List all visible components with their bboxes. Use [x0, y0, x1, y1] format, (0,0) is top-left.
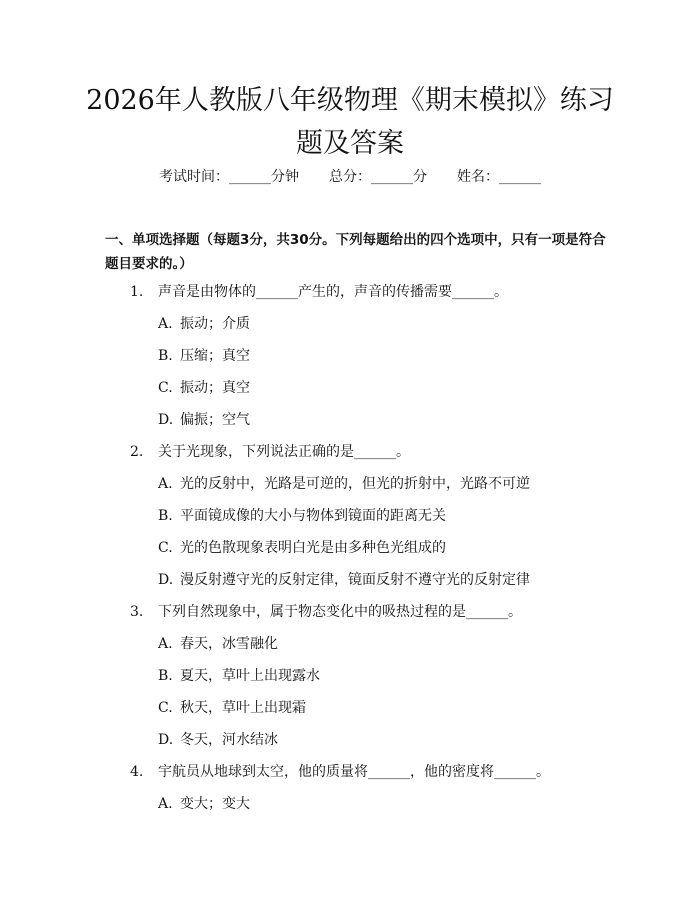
question-1-option-d: [158, 409, 250, 429]
option-letter: C.: [158, 380, 173, 396]
exam-total-score: 总分：______分: [329, 169, 427, 185]
option-text: 冬天，河水结冰: [180, 732, 278, 748]
question-3: [130, 601, 522, 621]
question-number: 1.: [130, 284, 144, 300]
question-4: [130, 761, 550, 781]
option-text: 变大；变大: [180, 796, 250, 812]
exam-time: 考试时间：______分钟: [159, 169, 299, 185]
option-letter: C.: [158, 540, 173, 556]
option-letter: A.: [158, 796, 173, 812]
option-text: 偏振；空气: [180, 412, 250, 428]
option-text: 振动；真空: [180, 380, 250, 396]
option-text: 夏天，草叶上出现露水: [180, 668, 320, 684]
question-text: 下列自然现象中，属于物态变化中的吸热过程的是______。: [158, 604, 522, 620]
question-4-option-a: [158, 793, 250, 813]
question-3-option-a: [158, 633, 278, 653]
question-text: 关于光现象，下列说法正确的是______。: [158, 444, 410, 460]
option-text: 平面镜成像的大小与物体到镜面的距离无关: [180, 508, 446, 524]
question-number: 4.: [130, 764, 144, 780]
option-text: 压缩；真空: [180, 348, 250, 364]
question-number: 3.: [130, 604, 144, 620]
option-text: 光的色散现象表明白光是由多种色光组成的: [180, 540, 446, 556]
student-name: 姓名：______: [457, 169, 541, 185]
question-3-option-c: [158, 697, 306, 717]
question-text: 宇航员从地球到太空，他的质量将______，他的密度将______。: [158, 764, 550, 780]
option-letter: D.: [158, 572, 174, 588]
question-2-option-b: [158, 505, 446, 525]
question-number: 2.: [130, 444, 144, 460]
question-1-option-c: [158, 377, 250, 397]
title-line-1: 2026年人教版八年级物理《期末模拟》练习: [86, 85, 614, 116]
option-text: 振动；介质: [180, 316, 250, 332]
option-text: 秋天，草叶上出现霜: [180, 700, 306, 716]
question-2-option-c: [158, 537, 446, 557]
option-letter: A.: [158, 476, 173, 492]
title-line-2: 题及答案: [296, 128, 404, 159]
option-letter: A.: [158, 316, 173, 332]
option-letter: A.: [158, 636, 173, 652]
option-letter: B.: [158, 668, 173, 684]
option-letter: C.: [158, 700, 173, 716]
question-1-option-a: [158, 313, 250, 333]
question-1: [130, 281, 508, 301]
section-heading: 一、单项选择题（每题3分，共30分。下列每题给出的四个选项中，只有一项是符合题目要求的。）: [105, 232, 606, 272]
page-title: [60, 79, 640, 165]
option-text: 漫反射遵守光的反射定律，镜面反射不遵守光的反射定律: [180, 572, 530, 588]
exam-meta: [0, 166, 700, 186]
question-3-option-d: [158, 729, 278, 749]
option-letter: B.: [158, 348, 173, 364]
option-letter: D.: [158, 732, 174, 748]
option-text: 春天，冰雪融化: [180, 636, 278, 652]
question-2-option-a: [158, 473, 530, 493]
option-letter: D.: [158, 412, 174, 428]
question-2: [130, 441, 410, 461]
question-2-option-d: [158, 569, 530, 589]
question-3-option-b: [158, 665, 320, 685]
question-1-option-b: [158, 345, 250, 365]
question-text: 声音是由物体的______产生的，声音的传播需要______。: [158, 284, 508, 300]
option-text: 光的反射中，光路是可逆的，但光的折射中，光路不可逆: [180, 476, 530, 492]
option-letter: B.: [158, 508, 173, 524]
